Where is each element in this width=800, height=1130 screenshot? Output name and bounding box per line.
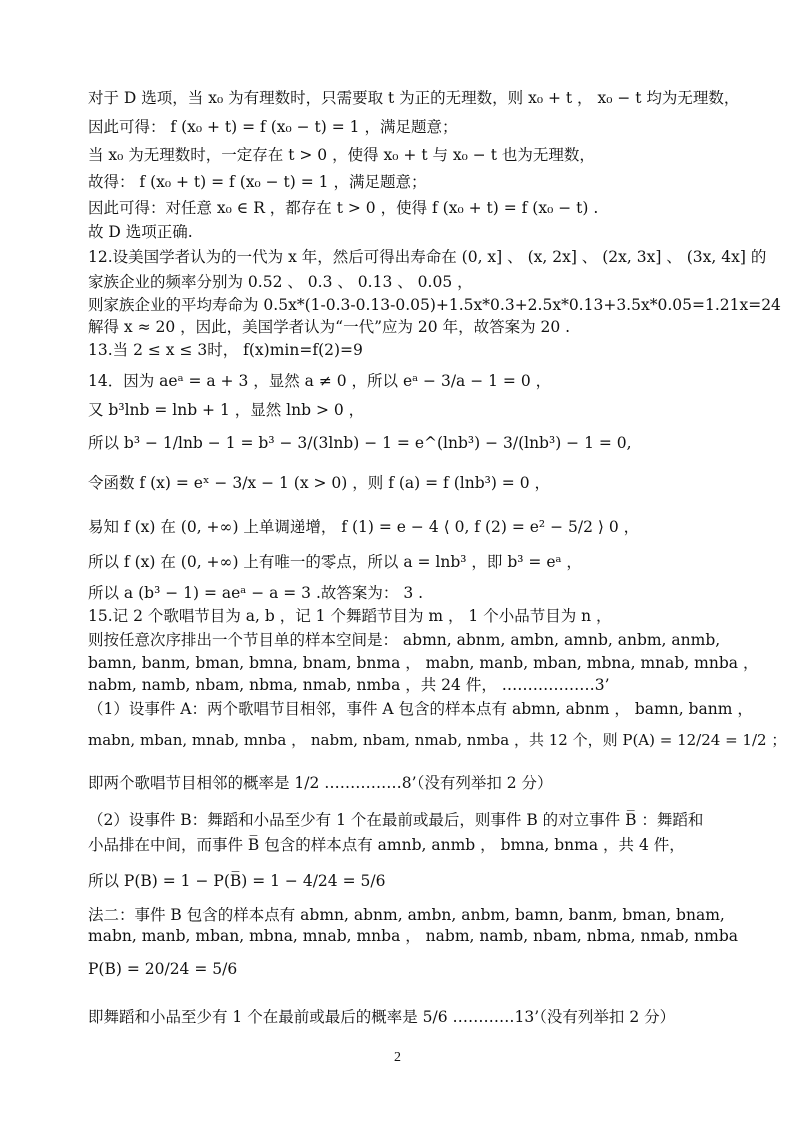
text-line: 对于 D 选项，当 x₀ 为有理数时，只需要取 t 为正的无理数，则 x₀ + t ， x₀ − t 均为无理数， xyxy=(88,89,740,107)
text-line: 13.当 2 ≤ x ≤ 3时， f(x)min=f(2)=9 xyxy=(88,341,363,359)
text-line: 所以 a (b³ − 1) = aeᵃ − a = 3 .故答案为： 3 . xyxy=(88,584,424,602)
text-line: mabn, mban, mnab, mnba ， nabm, nbam, nmab, nmba ，共 12 个，则 P(A) = 12/24 = 1/2 ； xyxy=(88,731,787,749)
text-line: 所以 P(B) = 1 − P(B̅) = 1 − 4/24 = 5/6 xyxy=(88,872,386,890)
text-line: 故 D 选项正确. xyxy=(88,223,193,241)
text-line: 因此可得：对任意 x₀ ∈ R ，都存在 t > 0 ，使得 f (x₀ + t) = f (x₀ − t) . xyxy=(88,199,599,217)
text-line: 12.设美国学者认为的一代为 x 年，然后可得出寿命在 (0, x] 、 (x, 2x] 、 (2x, 3x] 、 (3x, 4x] 的 xyxy=(88,248,767,266)
text-line: 家族企业的频率分别为 0.52 、 0.3 、 0.13 、 0.05 ， xyxy=(88,273,473,291)
text-line: 则家族企业的平均寿命为 0.5x*(1-0.3-0.13-0.05)+1.5x*0.3+2.5x*0.13+3.5x*0.05=1.21x=24 xyxy=(88,296,781,314)
text-line: 当 x₀ 为无理数时，一定存在 t > 0 ，使得 x₀ + t 与 x₀ − t 也为无理数， xyxy=(88,146,595,164)
text-line: 故得： f (x₀ + t) = f (x₀ − t) = 1 ，满足题意； xyxy=(88,173,427,191)
text-line: 令函数 f (x) = eˣ − 3/x − 1 (x > 0) ，则 f (a) = f (lnb³) = 0 ， xyxy=(88,474,551,492)
text-line: 因此可得： f (x₀ + t) = f (x₀ − t) = 1 ，满足题意； xyxy=(88,118,458,136)
text-line: 所以 f (x) 在 (0, +∞) 上有唯一的零点，所以 a = lnb³ ，即 b³ = eᵃ ， xyxy=(88,553,582,571)
text-line: 小品排在中间，而事件 B̅ 包含的样本点有 amnb, anmb ， bmna, bnma ，共 4 件， xyxy=(88,836,685,854)
text-line: 又 b³lnb = lnb + 1 ，显然 lnb > 0 ， xyxy=(88,401,365,419)
page-number: 2 xyxy=(394,1050,401,1065)
text-line: bamn, banm, bman, bmna, bnam, bnma ， mabn, manb, mban, mbna, mnab, mnba ， xyxy=(88,654,759,672)
text-line: 则按任意次序排出一个节目单的样本空间是： abmn, abnm, ambn, amnb, anbm, anmb, xyxy=(88,631,721,649)
text-line: 易知 f (x) 在 (0, +∞) 上单调递增， f (1) = e − 4 ⟨ 0, f (2) = e² − 5/2 ⟩ 0 ， xyxy=(88,518,640,536)
text-line: 15.记 2 个歌唱节目为 a, b ，记 1 个舞蹈节目为 m ， 1 个小品节目为 n ， xyxy=(88,607,612,625)
text-line: 所以 b³ − 1/lnb − 1 = b³ − 3/(3lnb) − 1 = e^(lnb³) − 3/(lnb³) − 1 = 0, xyxy=(88,434,632,452)
text-line: 即舞蹈和小品至少有 1 个在最前或最后的概率是 5/6 …………13’（没有列举扣 2 分） xyxy=(88,1008,676,1026)
text-line: 法二：事件 B 包含的样本点有 abmn, abnm, ambn, anbm, bamn, banm, bman, bnam, xyxy=(88,906,725,924)
text-line: （1）设事件 A：两个歌唱节目相邻，事件 A 包含的样本点有 abmn, abnm ， bamn, banm ， xyxy=(88,700,753,718)
text-line: 即两个歌唱节目相邻的概率是 1/2 ……………8’（没有列举扣 2 分） xyxy=(88,774,553,792)
text-line: 解得 x ≈ 20 ，因此，美国学者认为“一代”应为 20 年，故答案为 20 . xyxy=(88,318,571,336)
text-line: mabn, manb, mban, mbna, mnab, mnba ， nabm, namb, nbam, nbma, nmab, nmba xyxy=(88,927,739,945)
text-line: P(B) = 20/24 = 5/6 xyxy=(88,960,238,978)
text-line: （2）设事件 B：舞蹈和小品至少有 1 个在最前或最后，则事件 B 的对立事件 B̅ ：舞蹈和 xyxy=(88,811,704,829)
text-line: 14．因为 aeᵃ = a + 3 ，显然 a ≠ 0 ，所以 eᵃ − 3/a − 1 = 0 ， xyxy=(88,372,552,390)
text-line: nabm, namb, nbam, nbma, nmab, nmba ，共 24 件， ………………3’ xyxy=(88,676,610,694)
